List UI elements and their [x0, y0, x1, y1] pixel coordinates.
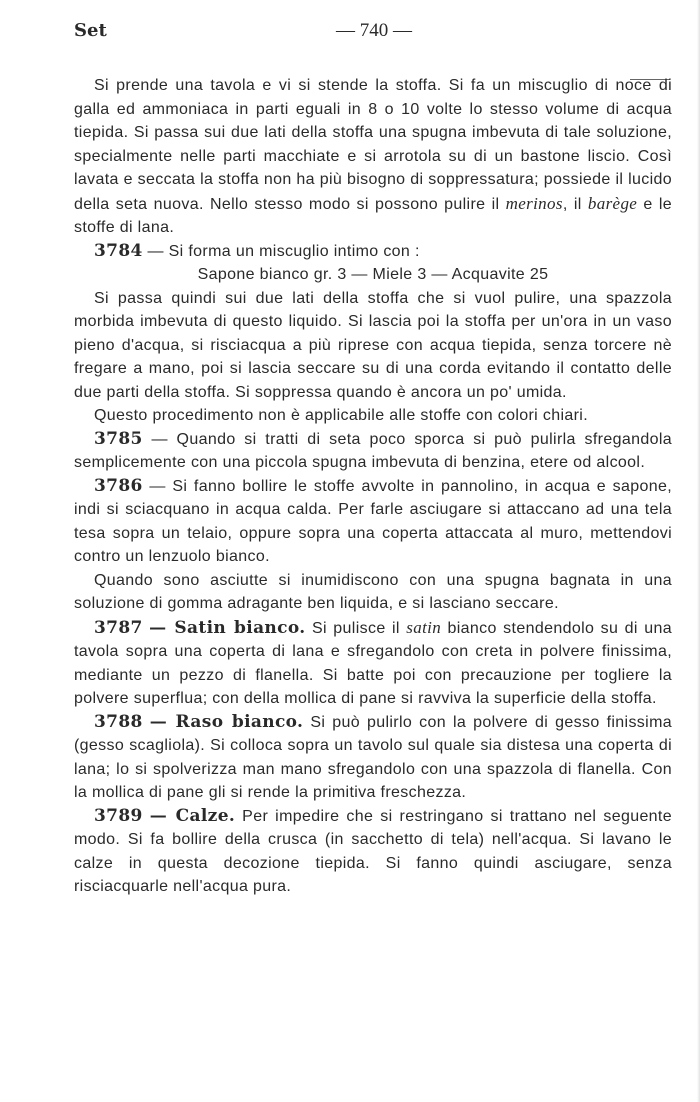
- paragraph-intro: [74, 74, 672, 240]
- entry-number: 3789: [94, 805, 143, 826]
- text: — Quando si tratti di seta poco sporca si può pulirla sfregandola semplicemente con una piccola spugna imbevuta di benzina, etere od alcool.: [74, 430, 672, 471]
- recipe-line: [74, 263, 672, 287]
- text: Si pulisce il: [311, 619, 400, 637]
- page-number: — 740 —: [336, 20, 412, 41]
- page-body: [74, 74, 672, 899]
- text: Si può pulirlo con la polvere di gesso finissima (gesso scagliola). Si colloca sopra un tavolo sul quale sia distesa una coperta di lana; lo si spolverizza man mano sfregandolo con una spazzola di flanella. Con la mollica di pane gli si rende la primitiva freschezza.: [74, 713, 672, 801]
- text: bianco stendendolo su di una tavola sopra una coperta di lana e sfregandolo con creta in polvere finissima, mediante un pezzo di flanella. Si batte poi con precauzione per togliere la polvere superflua; con della mollica di pane si ravviva la superficie della stoffa.: [74, 619, 673, 707]
- entry-title: — Calze.: [149, 805, 236, 826]
- entry-title: — Raso bianco.: [149, 711, 304, 732]
- text: e le stoffe di lana.: [74, 195, 673, 236]
- entry-number: 3787: [94, 617, 143, 638]
- paragraph: [74, 404, 672, 428]
- paragraph: [74, 569, 672, 616]
- entry-3785: [74, 428, 672, 475]
- text: — Si fanno bollire le stoffe avvolte in pannolino, in acqua e sapone, indi si sciacquano in acqua calda. Per farle asciugare si attaccano ad una tela tesa sopra un telaio, oppure sopra una coperta attaccata al muro, mettendovi contro un lenzuolo bianco.: [74, 477, 673, 565]
- italic-term: barège: [587, 193, 638, 213]
- text: , il: [562, 195, 582, 213]
- entry-3789: [74, 805, 672, 899]
- section-title: Set: [74, 20, 107, 41]
- entry-3786: [74, 475, 672, 569]
- italic-term: satin: [406, 617, 442, 637]
- text: Sapone bianco gr. 3 — Miele 3 — Acquavite 25: [197, 266, 549, 283]
- text: Quando sono asciutte si inumidiscono con una spugna bagnata in una soluzione di gomma adragante ben liquida, e si lasciano seccare.: [74, 571, 672, 612]
- text: Si passa quindi sui due lati della stoffa che si vuol pulire, una spazzola morbida imbevuta di questo liquido. Si lascia poi la stoffa per un'ora in un vaso pieno d'acqua, si risciacqua a più riprese con acqua tiepida, senza torcere nè fregare a mano, poi si lascia seccare su di una corda evitando il contatto delle due parti della stoffa. Si soppressa quando è ancora un po' umida.: [74, 289, 672, 401]
- entry-3784: [74, 240, 672, 264]
- entry-number: 3785: [94, 428, 143, 449]
- paragraph: [74, 287, 672, 405]
- text: Si prende una tavola e vi si stende la stoffa. Si fa un miscuglio di noce di galla ed ammoniaca in parti eguali in 8 o 10 volte lo stesso volume di acqua tiepida. Si passa sui due lati della stoffa una spugna imbevuta di tale soluzione, specialmente nelle parti macchiate e si arrotola su di un bastone liscio. Così lavata e seccata la stoffa non ha più bisogno di soppressatura; possiede il lucido della seta nuova. Nello stesso modo si possono pulire il: [74, 77, 672, 213]
- entry-number: 3788: [94, 711, 143, 732]
- text: Per impedire che si restringano si trattano nel seguente modo. Si fa bollire della crusca (in sacchetto di tela) nell'acqua. Si lavano le calze in questa decozione tiepida. Si fanno quindi asciugare, senza risciacquarle nell'acqua pura.: [74, 807, 672, 895]
- text: — Si forma un miscuglio intimo con :: [147, 242, 420, 260]
- entry-3787: [74, 616, 672, 711]
- entry-3788: [74, 711, 672, 805]
- entry-number: 3784: [94, 240, 143, 261]
- entry-number: 3786: [94, 475, 143, 496]
- text: Questo procedimento non è applicabile alle stoffe con colori chiari.: [94, 407, 589, 424]
- entry-title: — Satin bianco.: [149, 617, 306, 638]
- italic-term: merinos: [505, 193, 563, 213]
- page-header: [74, 20, 672, 44]
